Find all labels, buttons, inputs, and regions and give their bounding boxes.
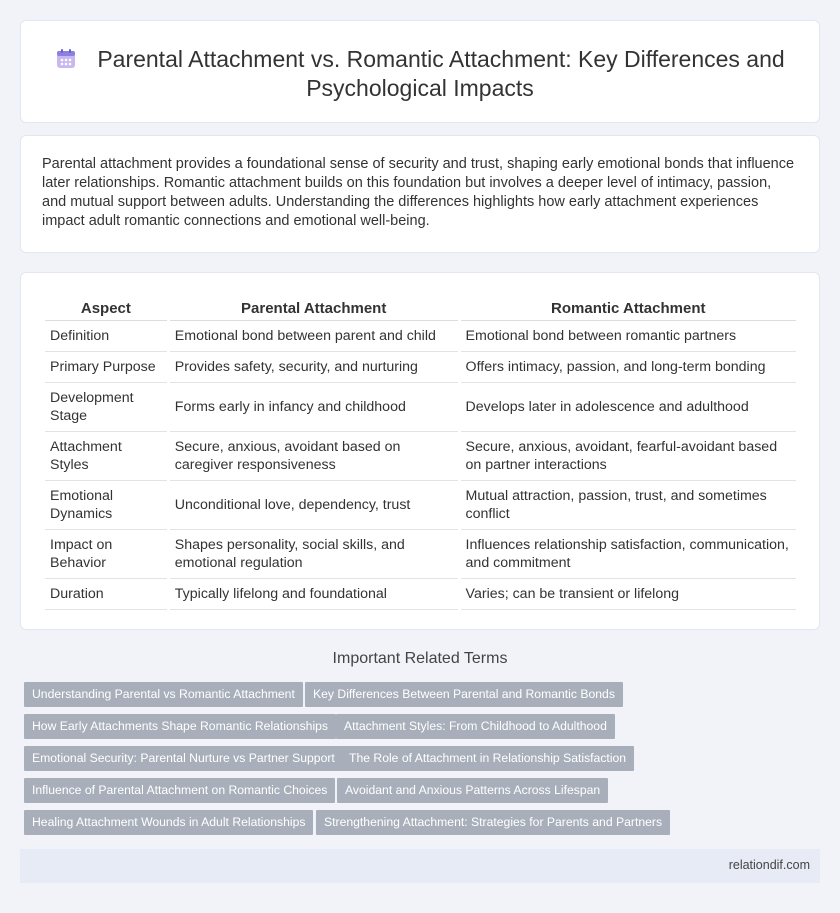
comparison-table bbox=[42, 295, 799, 610]
table-row bbox=[45, 321, 796, 352]
table-header-row bbox=[45, 295, 796, 321]
intro-card bbox=[20, 135, 820, 253]
footer bbox=[20, 849, 820, 883]
header-parental: Parental Attachment bbox=[170, 295, 458, 321]
table-row bbox=[45, 530, 796, 579]
cell-aspect: Definition bbox=[45, 321, 167, 352]
cell-aspect: Impact on Behavior bbox=[45, 530, 167, 579]
related-term-tag[interactable]: Healing Attachment Wounds in Adult Relationships bbox=[24, 810, 313, 835]
related-term-tag[interactable]: Key Differences Between Parental and Romantic Bonds bbox=[305, 682, 623, 707]
calendar-icon bbox=[55, 48, 77, 70]
cell-parental: Shapes personality, social skills, and emotional regulation bbox=[170, 530, 458, 579]
cell-romantic: Develops later in adolescence and adulthood bbox=[461, 383, 796, 432]
cell-parental: Secure, anxious, avoidant based on caregiver responsiveness bbox=[170, 432, 458, 481]
related-term-tag[interactable]: Understanding Parental vs Romantic Attachment bbox=[24, 682, 303, 707]
cell-romantic: Mutual attraction, passion, trust, and sometimes conflict bbox=[461, 481, 796, 530]
related-term-tag[interactable]: The Role of Attachment in Relationship Satisfaction bbox=[341, 746, 634, 771]
cell-parental: Typically lifelong and foundational bbox=[170, 579, 458, 610]
header-romantic: Romantic Attachment bbox=[461, 295, 796, 321]
cell-romantic: Varies; can be transient or lifelong bbox=[461, 579, 796, 610]
related-term-tag[interactable]: Attachment Styles: From Childhood to Adulthood bbox=[336, 714, 615, 739]
table-row bbox=[45, 432, 796, 481]
table-row bbox=[45, 383, 796, 432]
cell-romantic: Emotional bond between romantic partners bbox=[461, 321, 796, 352]
cell-aspect: Duration bbox=[45, 579, 167, 610]
cell-aspect: Emotional Dynamics bbox=[45, 481, 167, 530]
cell-parental: Unconditional love, dependency, trust bbox=[170, 481, 458, 530]
cell-parental: Emotional bond between parent and child bbox=[170, 321, 458, 352]
related-term-tag[interactable]: How Early Attachments Shape Romantic Relationships bbox=[24, 714, 336, 739]
related-term-tag[interactable]: Influence of Parental Attachment on Romantic Choices bbox=[24, 778, 335, 803]
table-row bbox=[45, 481, 796, 530]
cell-romantic: Offers intimacy, passion, and long-term bonding bbox=[461, 352, 796, 383]
related-term-tag[interactable]: Avoidant and Anxious Patterns Across Lifespan bbox=[337, 778, 608, 803]
header-card bbox=[20, 20, 820, 123]
cell-parental: Provides safety, security, and nurturing bbox=[170, 352, 458, 383]
table-row bbox=[45, 579, 796, 610]
comparison-table-card bbox=[20, 272, 820, 630]
cell-romantic: Secure, anxious, avoidant, fearful-avoidant based on partner interactions bbox=[461, 432, 796, 481]
table-row bbox=[45, 352, 796, 383]
cell-romantic: Influences relationship satisfaction, communication, and commitment bbox=[461, 530, 796, 579]
intro-paragraph: Parental attachment provides a foundational sense of security and trust, shaping early emotional bonds that influence later relationships. Romantic attachment builds on this foundation but involves a deeper level of intimacy, passion, and mutual support between adults. Understanding the differences highlights how early attachment experiences impact adult romantic connections and emotional well-being. bbox=[42, 156, 795, 229]
cell-aspect: Primary Purpose bbox=[45, 352, 167, 383]
related-term-tag[interactable]: Strengthening Attachment: Strategies for Parents and Partners bbox=[316, 810, 670, 835]
cell-aspect: Attachment Styles bbox=[45, 432, 167, 481]
page-title: Parental Attachment vs. Romantic Attachment: Key Differences and Psychological Impacts bbox=[97, 46, 785, 101]
cell-parental: Forms early in infancy and childhood bbox=[170, 383, 458, 432]
cell-aspect: Development Stage bbox=[45, 383, 167, 432]
related-term-tag[interactable]: Emotional Security: Parental Nurture vs Partner Support bbox=[24, 746, 343, 771]
header-aspect: Aspect bbox=[45, 295, 167, 321]
footer-site-link[interactable]: relationdif.com bbox=[728, 858, 810, 872]
related-terms-title: Important Related Terms bbox=[332, 650, 508, 667]
